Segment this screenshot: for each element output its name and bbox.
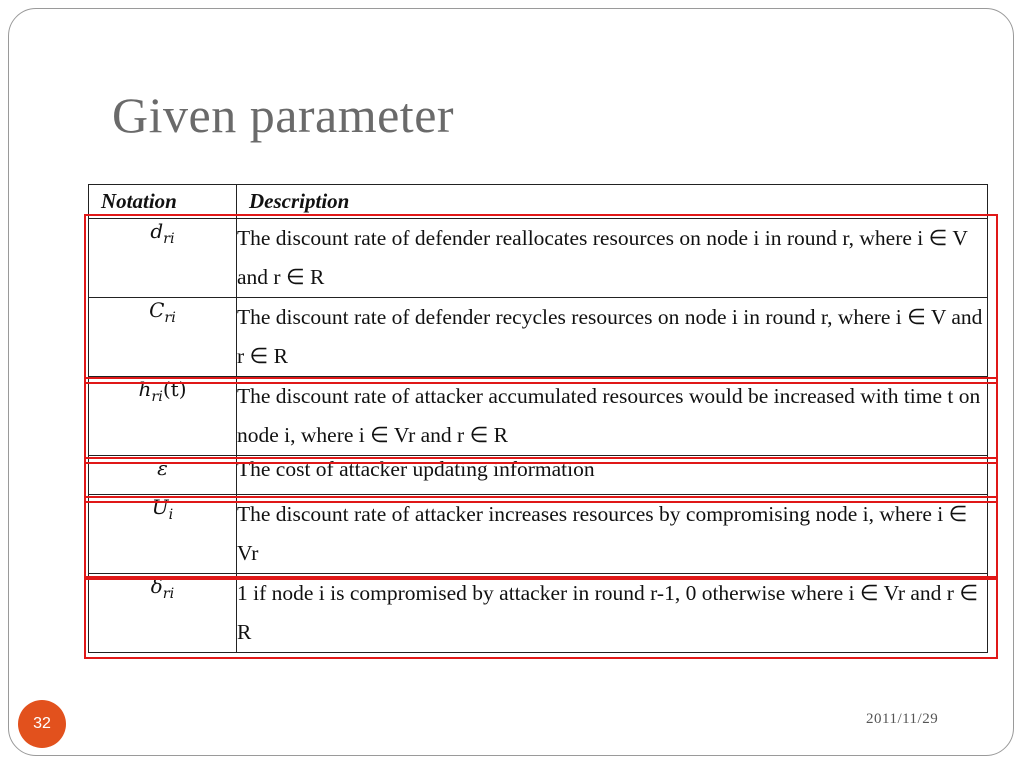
notation-description: The discount rate of attacker accumulated resources would be increased with time t on node i, where i ∈ Vr and r ∈ R [237, 377, 988, 456]
table-header-row [89, 185, 988, 219]
table-row [89, 456, 988, 495]
table-row [89, 377, 988, 456]
notation-description: The discount rate of attacker increases resources by compromising node i, where i ∈ Vr [237, 495, 988, 574]
table-row [89, 574, 988, 653]
table-row [89, 219, 988, 298]
notation-symbol: $d_{ri}$ [89, 219, 237, 298]
notation-symbol: $C_{ri}$ [89, 298, 237, 377]
notation-description: The discount rate of defender recycles resources on node i in round r, where i ∈ V and r ∈ R [237, 298, 988, 377]
header-description: Description [237, 185, 988, 219]
table-row [89, 298, 988, 377]
table-row [89, 495, 988, 574]
page-number-badge: 32 [18, 700, 66, 748]
notation-symbol: $\delta_{ri}$ [89, 574, 237, 653]
slide-date: 2011/11/29 [866, 711, 939, 727]
notation-description: The discount rate of defender reallocates resources on node i in round r, where i ∈ V and r ∈ R [237, 219, 988, 298]
notation-symbol: $U_i$ [89, 495, 237, 574]
notation-symbol: ε [89, 456, 237, 495]
slide-title: Given parameter [112, 87, 455, 143]
header-notation: Notation [89, 185, 237, 219]
notation-description: The cost of attacker updating information [237, 456, 988, 495]
notation-description: 1 if node i is compromised by attacker in round r-1, 0 otherwise where i ∈ Vr and r ∈ R [237, 574, 988, 653]
notation-symbol: $h_{ri}(t)$ [89, 377, 237, 456]
notation-table [88, 184, 988, 653]
